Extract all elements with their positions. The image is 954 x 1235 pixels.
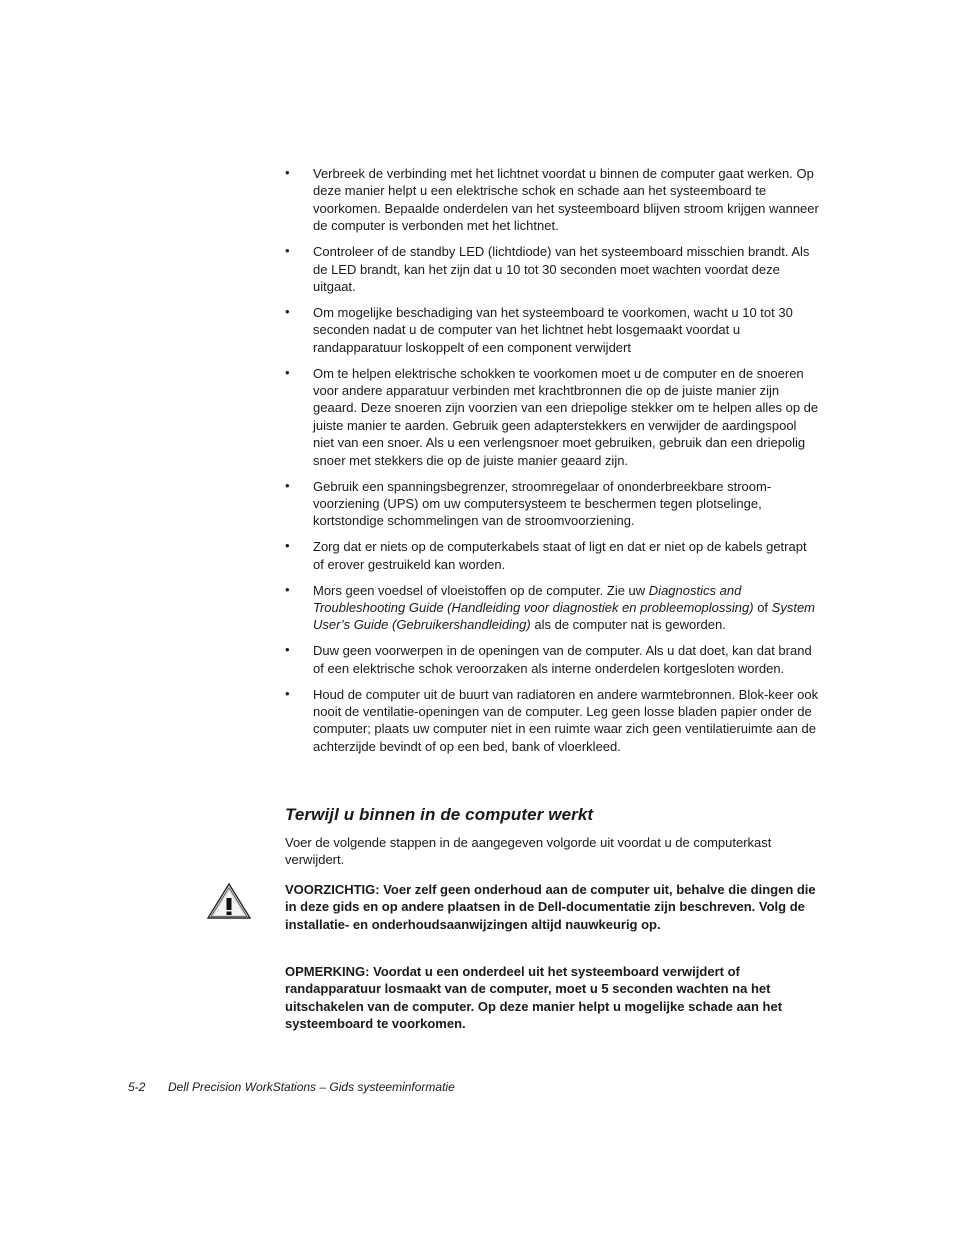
bullet-icon: • <box>285 581 290 597</box>
page-number: 5-2 <box>128 1080 146 1094</box>
list-item-text: Om te helpen elektrische schokken te voorkomen moet u de computer en de snoeren voor andere apparatuur verbinden met krachtbronnen die op de juiste manier zijn geaard. Deze snoeren zijn voorzien van een driepolige stekker om te helpen alles op de juiste manier te aarden. Gebruik geen adapterstekkers en verwijder de aardingspool niet van een snoer. Als u een verlengsnoer moet gebruiken, gebruik dan een driepolig snoer met stekkers die op de juiste manier geaard zijn. <box>313 365 819 468</box>
list-item-text: Om mogelijke beschadiging van het systeemboard te voorkomen, wacht u 10 tot 30 seconden nadat u de computer van het lichtnet hebt losgemaakt voordat u randapparatuur loskoppelt of een component verwijdert <box>313 304 793 355</box>
list-item <box>285 478 820 530</box>
bullet-icon: • <box>285 303 290 319</box>
list-item-text: Gebruik een spanningsbegrenzer, stroomregelaar of ononderbreekbare stroom-voorziening (UPS) om uw computersysteem te beschermen tegen plotselinge, kortstondige schommelingen van de stroomvoorziening. <box>313 478 772 529</box>
list-item <box>285 165 820 235</box>
section-heading: Terwijl u binnen in de computer werkt <box>285 805 594 824</box>
list-item <box>285 243 820 295</box>
list-item-text: Controleer of de standby LED (lichtdiode) van het systeemboard misschien brandt. Als de LED brandt, kan het zijn dat u 10 tot 30 seconden moet wachten voordat deze uitgaat. <box>313 244 810 294</box>
section-intro: Voer de volgende stappen in de aangegeven volgorde uit voordat u de computerkast verwijdert. <box>285 835 772 868</box>
notice-text: OPMERKING: Voordat u een onderdeel uit het systeemboard verwijdert of randapparatuur losmaakt van de computer, moet u 5 seconden wachten na het uitschakelen van de computer. Op deze manier helpt u mogelijke schade aan het systeemboard te voorkomen. <box>285 964 783 1032</box>
safety-bullet-list <box>285 165 820 764</box>
bullet-icon: • <box>285 477 290 493</box>
bullet-icon: • <box>285 243 290 259</box>
list-item <box>285 642 820 677</box>
list-item-text: Zorg dat er niets op de computerkabels staat of ligt en dat er niet op de kabels getrapt of erover gestruikeld kan worden. <box>313 539 807 572</box>
list-item-text: Duw geen voorwerpen in de openingen van de computer. Als u dat doet, kan dat brand of een elektrische schok veroorzaken als interne onderdelen kortgesloten worden. <box>313 643 812 676</box>
list-item <box>285 582 820 634</box>
list-item-text: Verbreek de verbinding met het lichtnet voordat u binnen de computer gaat werken. Op deze manier helpt u een elektrische schok en schade aan het systeemboard te voorkomen. Bepaalde onderdelen van het systeemboard blijven stroom krijgen wanneer de computer is verbonden met het lichtnet. <box>313 166 819 234</box>
bullet-icon: • <box>285 538 290 554</box>
list-item <box>285 686 820 756</box>
reference-diagnostics-guide: Diagnostics and Troubleshooting Guide (Handleiding voor diagnostiek en probleemoplossing) <box>313 582 754 615</box>
bullet-icon: • <box>285 685 290 701</box>
text-segment: of <box>753 599 772 615</box>
text-segment: als de computer nat is geworden. <box>530 617 726 633</box>
text-segment: Mors geen voedsel of vloeistoffen op de computer. Zie uw <box>313 582 649 598</box>
reference-user-guide: System User’s Guide (Gebruikershandleiding) <box>313 599 816 633</box>
page-footer <box>128 1080 455 1094</box>
caution-text: VOORZICHTIG: Voer zelf geen onderhoud aan de computer uit, behalve die dingen die in deze gids en op andere plaatsen in de Dell-documentatie zijn beschreven. Volg de installatie- en onderhoudsaanwijzingen altijd nauwkeurig op. <box>285 882 816 932</box>
bullet-icon: • <box>285 642 290 658</box>
bullet-icon: • <box>285 165 290 180</box>
list-item <box>285 365 820 469</box>
caution-triangle-icon <box>206 882 252 920</box>
bullet-icon: • <box>285 364 290 380</box>
list-item <box>285 538 820 573</box>
document-title: Dell Precision WorkStations – Gids systeeminformatie <box>168 1080 455 1094</box>
list-item <box>285 304 820 356</box>
list-item-text <box>313 583 815 633</box>
list-item-text: Houd de computer uit de buurt van radiatoren en andere warmtebronnen. Blok-keer ook nooit de ventilatie-openingen van de computer. Leg geen losse bladen papier onder de computer; plaats uw computer niet in een ruimte waar zich geen ventilatieruimte aan de achterzijde bevindt of op een bed, bank of vloerkleed. <box>313 686 819 754</box>
